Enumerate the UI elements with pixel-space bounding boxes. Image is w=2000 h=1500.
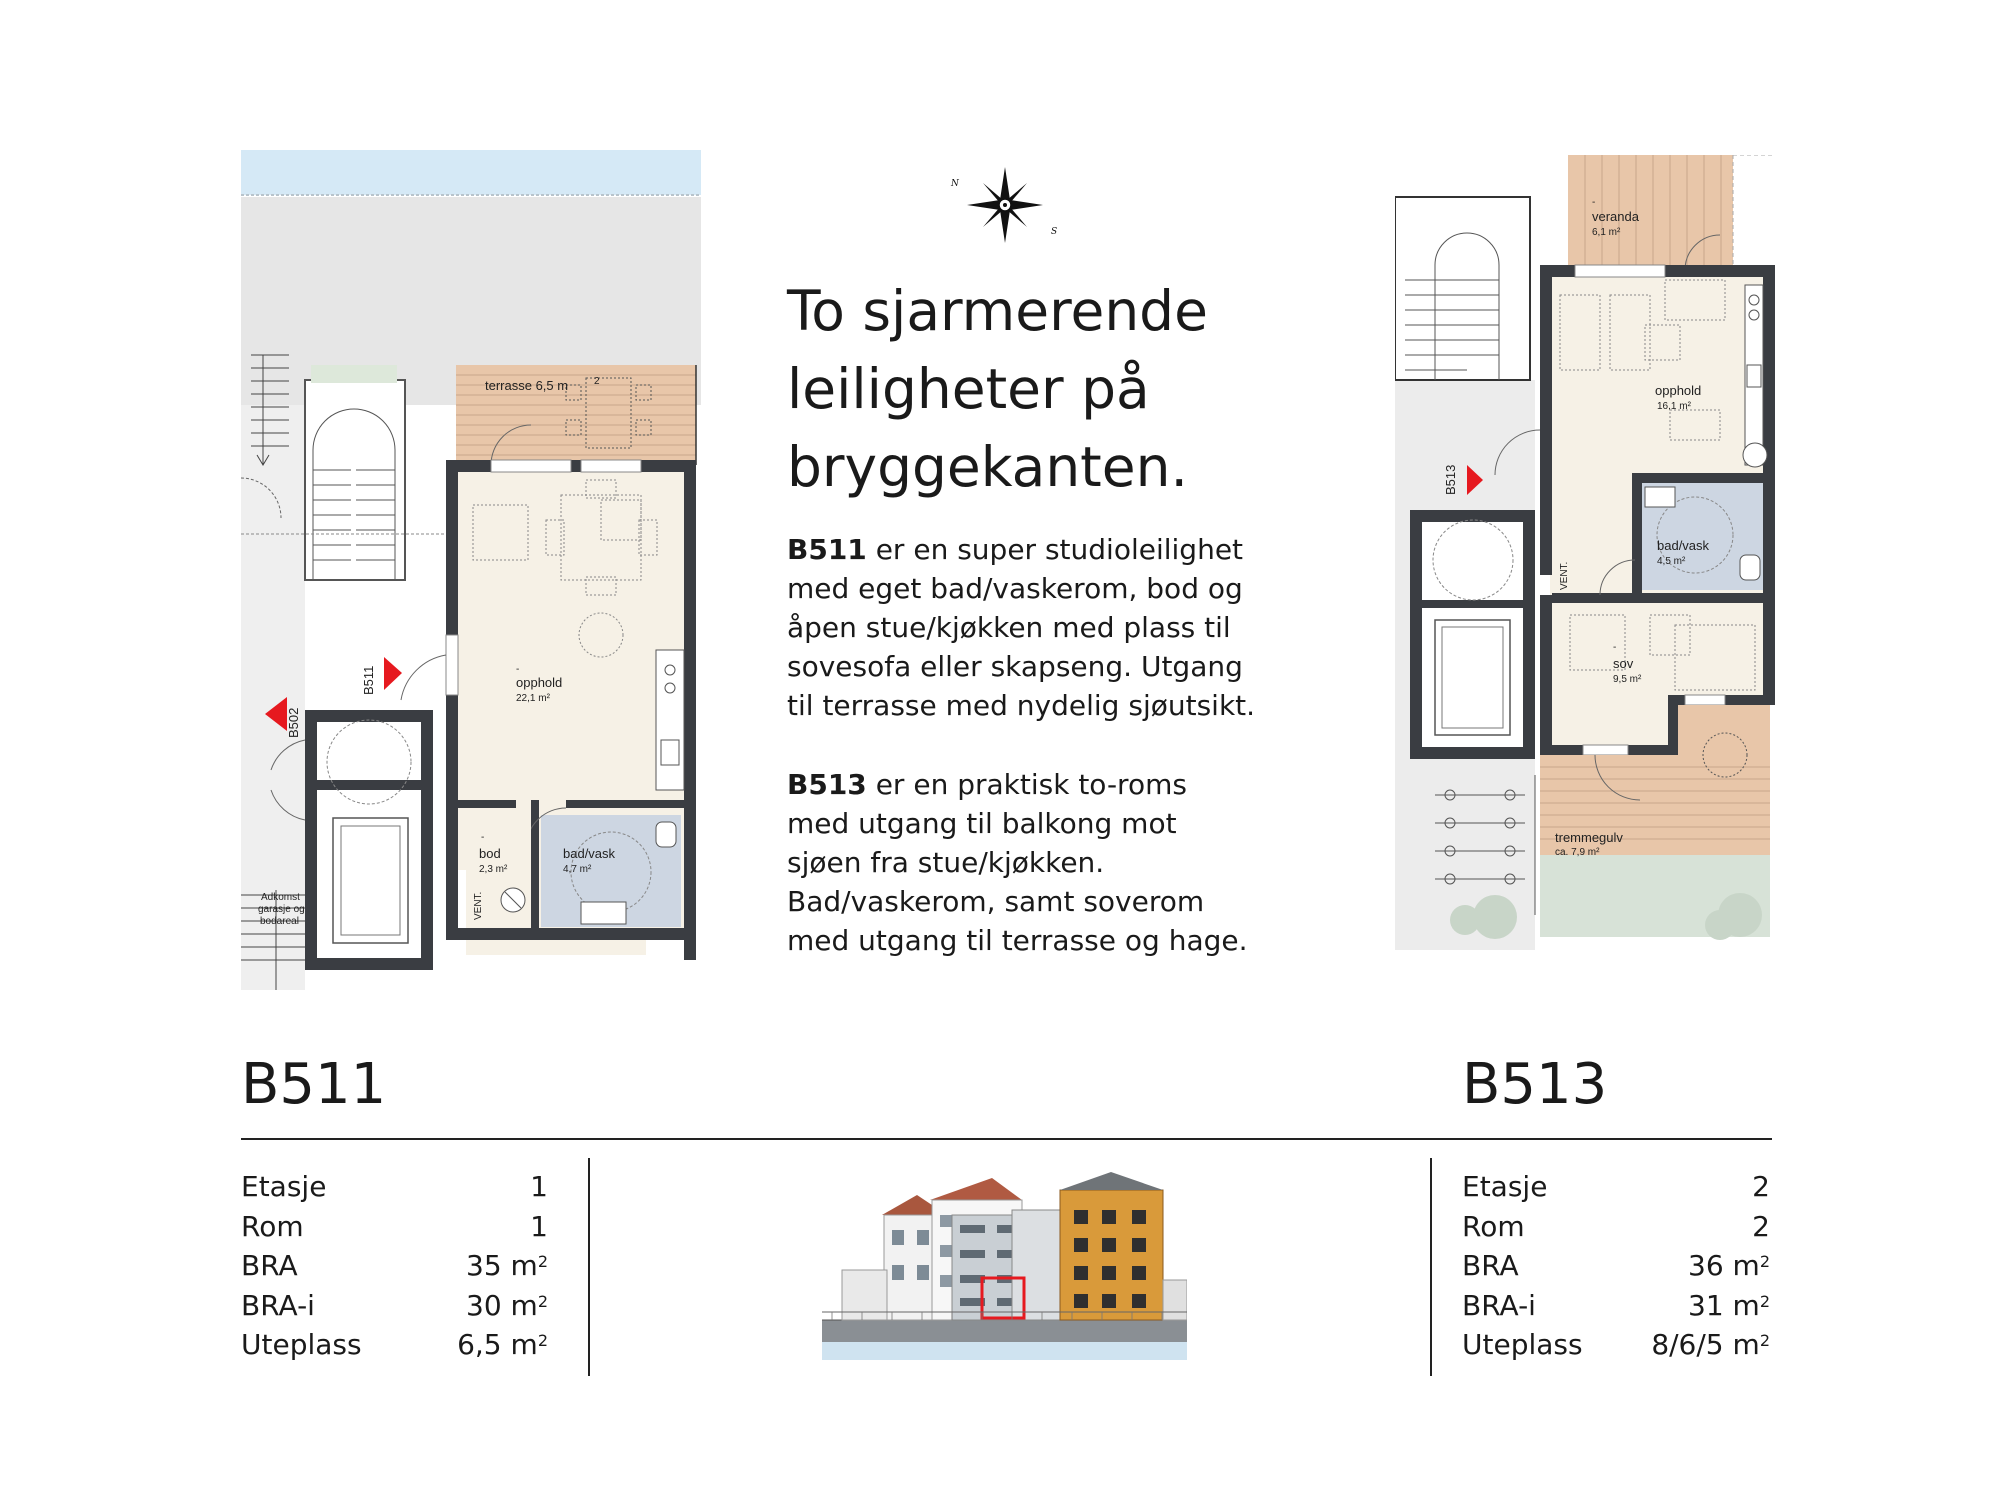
spec-table-b513 bbox=[1462, 1167, 1770, 1365]
spec-row: Uteplass 8/6/5 $m^2$ bbox=[1462, 1328, 1770, 1361]
b511-bod-area: 2,3 m² bbox=[479, 864, 508, 875]
b513-sov-label: sov bbox=[1613, 656, 1634, 671]
svg-text:-: - bbox=[1592, 197, 1596, 208]
description-b511-code: B511 bbox=[787, 533, 867, 566]
divider bbox=[241, 1138, 1772, 1140]
unit-title-b513: B513 bbox=[1462, 1052, 1608, 1117]
b513-opphold-area: 16,1 m² bbox=[1657, 401, 1691, 412]
spec-row: BRA 36 $m^2$ bbox=[1462, 1249, 1770, 1282]
spec-row: Uteplass 6,5 $m^2$ bbox=[241, 1328, 548, 1361]
b513-veranda-label: veranda bbox=[1592, 209, 1639, 224]
b511-opphold-label: opphold bbox=[516, 675, 563, 690]
unit-title-b511: B511 bbox=[241, 1052, 387, 1117]
spec-table-b511 bbox=[241, 1167, 548, 1365]
b513-bad-label: bad/vask bbox=[1657, 538, 1710, 553]
divider-vertical-right bbox=[1430, 1158, 1432, 1376]
spec-row: BRA 35 $m^2$ bbox=[241, 1249, 548, 1282]
b511-opphold-area: 22,1 m² bbox=[516, 693, 550, 704]
b513-tremmegulv-area: ca. 7,9 m² bbox=[1555, 847, 1600, 858]
b511-bod-label: bod bbox=[479, 846, 501, 861]
description-b511 bbox=[787, 530, 1257, 725]
b513-unit-tag: B513 bbox=[1443, 464, 1458, 495]
spec-row: Etasje 1 bbox=[241, 1170, 548, 1203]
description-b511-text: er en super studioleilighet med eget bad/vaskerom, bod og åpen stue/kjøkken med plass til sovesofa eller skapseng. Utgang til terrasse med nydelig sjøutsikt. bbox=[787, 533, 1256, 722]
b513-bad-area: 4,5 m² bbox=[1657, 556, 1686, 567]
spec-row: Rom 2 bbox=[1462, 1209, 1770, 1243]
divider-vertical-left bbox=[588, 1158, 590, 1376]
page-headline: To sjarmerende leiligheter på bryggekanten. bbox=[787, 279, 1208, 499]
b511-unit-tag: B511 bbox=[361, 665, 376, 695]
b513-veranda-area: 6,1 m² bbox=[1592, 227, 1621, 238]
b513-opphold-label: opphold bbox=[1655, 383, 1702, 398]
b513-vent-label: VENT. bbox=[1559, 561, 1570, 590]
floor-plan-b511 bbox=[241, 150, 701, 990]
compass-rose-icon bbox=[945, 160, 1065, 250]
adkomst-line3: bodareal bbox=[260, 916, 299, 927]
b511-bad-label: bad/vask bbox=[563, 846, 616, 861]
spec-row: BRA-i 31 $m^2$ bbox=[1462, 1288, 1770, 1322]
compass-s: S bbox=[1051, 227, 1058, 237]
b511-vent-label: VENT. bbox=[473, 891, 484, 920]
svg-text:2: 2 bbox=[594, 376, 600, 387]
svg-text:-: - bbox=[516, 664, 520, 675]
b502-unit-tag: B502 bbox=[286, 707, 301, 738]
svg-text:-: - bbox=[1613, 642, 1617, 653]
building-elevation-illustration bbox=[822, 1170, 1187, 1360]
spec-row: BRA-i 30 $m^2$ bbox=[241, 1288, 548, 1322]
spec-row: Etasje 2 bbox=[1462, 1170, 1770, 1203]
b513-tremmegulv-label: tremmegulv bbox=[1555, 830, 1623, 845]
description-b513-code: B513 bbox=[787, 768, 867, 801]
b511-bad-area: 4,7 m² bbox=[563, 864, 592, 875]
adkomst-line2: garasje og bbox=[258, 904, 305, 915]
floor-plan-b513 bbox=[1395, 155, 1775, 950]
svg-text:-: - bbox=[481, 832, 485, 843]
compass-n: N bbox=[951, 179, 959, 189]
b511-terrace-label: terrasse 6,5 m bbox=[485, 378, 569, 393]
description-b513 bbox=[787, 765, 1257, 960]
spec-row: Rom 1 bbox=[241, 1209, 548, 1243]
description-b513-text: er en praktisk to-roms med utgang til balkong mot sjøen fra stue/kjøkken. Bad/vaskerom, samt soverom med utgang til terrasse og hage. bbox=[787, 768, 1248, 957]
adkomst-line1: Adkomst bbox=[261, 892, 300, 903]
b513-sov-area: 9,5 m² bbox=[1613, 674, 1642, 685]
